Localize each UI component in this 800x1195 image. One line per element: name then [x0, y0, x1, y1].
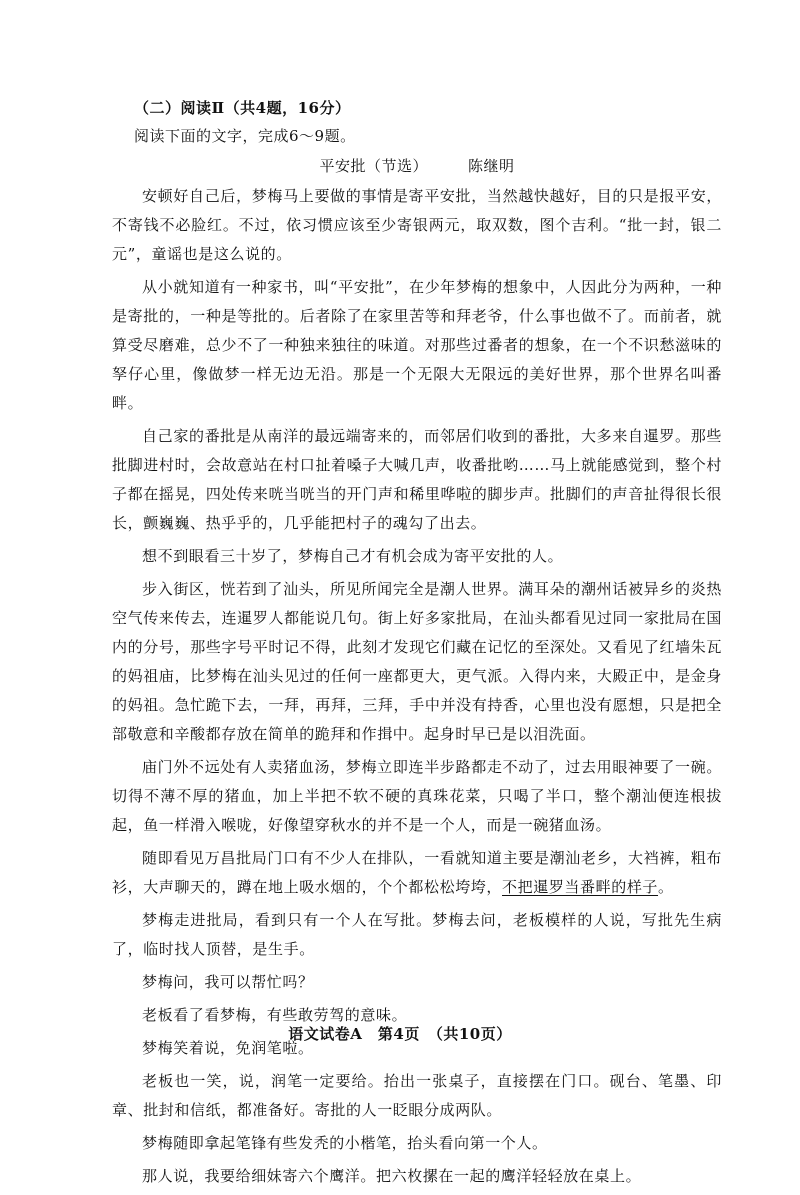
paragraph-4: 想不到眼看三十岁了，梦梅自己才有机会成为寄平安批的人。: [142, 547, 564, 565]
paragraph-1: 安顿好自己后，梦梅马上要做的事情是寄平安批，当然越快越好，目的只是报平安，不寄钱不必脸红。不过，依习惯应该至少寄银两元，取双数，图个吉利。“批一封，银二元”，童谣也是这么说的。: [112, 187, 722, 263]
paragraph-6: 庙门外不远处有人卖猪血汤，梦梅立即连半步路都走不动了，过去用眼神要了一碗。切得不薄不厚的猪血，加上半把不软不硬的真珠花菜，只喝了半口，整个潮汕便连根拔起，鱼一样滑入喉咙，好像望穿秋水的并不是一个人，而是一碗猪血汤。: [112, 758, 722, 834]
paragraph-2: 从小就知道有一种家书，叫“平安批”，在少年梦梅的想象中，人因此分为两种，一种是寄批的，一种是等批的。后者除了在家里苦等和拜老爷，什么事也做不了。而前者，就算受尽磨难，总少不了一种独来独往的味道。对那些过番者的想象，在一个不识愁滋味的孥仔心里，像做梦一样无边无沿。那是一个无限大无限远的美好世界，那个世界名叫番畔。: [112, 278, 722, 412]
section-heading: （二）阅读Ⅱ（共4题，16分）: [134, 99, 351, 117]
paragraph-7: [112, 844, 722, 902]
paragraph-13: 梦梅随即拿起笔锋有些发秃的小楷笔，抬头看向第一个人。: [142, 1134, 548, 1152]
paragraph-7-lead: 随即看见万昌批局门口有不少人在排队，一看就知道主要是潮汕老乡，大裆裤，粗布衫，大声聊天的，蹲在地上吸水烟的，个个都松松垮垮，: [112, 849, 722, 896]
reading-instruction: 阅读下面的文字，完成6～9题。: [134, 127, 356, 145]
article-title: 平安批（节选）: [319, 157, 428, 175]
paragraph-12: 老板也一笑，说，润笔一定要给。抬出一张桌子，直接摆在门口。砚台、笔墨、印章、批封和信纸，都准备好。寄批的人一眨眼分成两队。: [112, 1072, 722, 1119]
paragraph-14: 那人说，我要给细妹寄六个鹰洋。把六枚摞在一起的鹰洋轻轻放在桌上。: [142, 1167, 642, 1185]
underlined-phrase: 不把暹罗当番畔的样子: [502, 878, 659, 896]
article-author: 陈继明: [468, 157, 515, 175]
paragraph-10: 老板看了看梦梅，有些敢劳驾的意味。: [142, 1006, 408, 1024]
paragraph-11: 梦梅笑着说，免润笔啦。: [142, 1039, 314, 1057]
paragraph-8: 梦梅走进批局，看到只有一个人在写批。梦梅去问，老板模样的人说，写批先生病了，临时找人顶替，是生手。: [112, 911, 722, 958]
page-footer: 语文试卷A 第4页 （共10页）: [288, 1025, 512, 1043]
paragraph-7-tail: 。: [658, 878, 674, 896]
article-title-line: [112, 154, 722, 178]
paragraph-3: 自己家的番批是从南洋的最远端寄来的，而邻居们收到的番批，大多来自暹罗。那些批脚进村时，会故意站在村口扯着嗓子大喊几声，收番批哟……马上就能感觉到，整个村子都在摇晃，四处传来咣当咣当的开门声和稀里哗啦的脚步声。批脚们的声音扯得很长很长，颤巍巍、热乎乎的，几乎能把村子的魂勾了出去。: [112, 427, 722, 532]
paragraph-9: 梦梅问，我可以帮忙吗？: [142, 973, 314, 991]
paragraph-5: 步入街区，恍若到了汕头，所见所闻完全是潮人世界。满耳朵的潮州话被异乡的炎热空气传来传去，连暹罗人都能说几句。街上好多家批局，在汕头都看见过同一家批局在国内的分号，那些字号平时记不得，此刻才发现它们藏在记忆的至深处。又看见了红墙朱瓦的妈祖庙，比梦梅在汕头见过的任何一座都更大，更气派。入得内来，大殿正中，是金身的妈祖。急忙跪下去，一拜，再拜，三拜，手中并没有持香，心里也没有愿想，只是把全部敬意和辛酸都存放在简单的跪拜和作揖中。起身时早已是以泪洗面。: [112, 580, 722, 743]
